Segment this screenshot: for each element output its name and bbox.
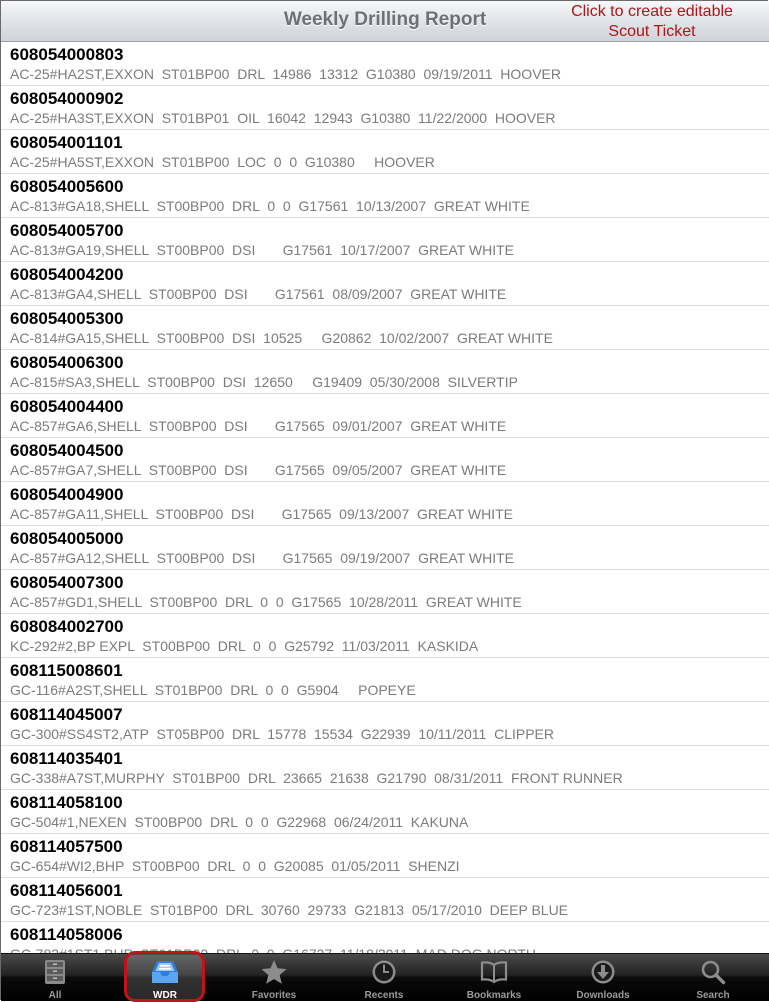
well-api-number: 608054001101 (10, 133, 123, 152)
tab-wdr[interactable] (117, 954, 213, 1002)
well-api-number: 608054004400 (10, 397, 124, 416)
well-row[interactable] (1, 42, 769, 86)
well-row[interactable] (1, 218, 769, 262)
well-api-number: 608054005600 (10, 177, 124, 196)
tab-bar (1, 953, 769, 1001)
tab-label: Downloads (576, 990, 630, 1001)
tab-label: Search (696, 990, 730, 1001)
well-detail-text: GC-504#1,NEXEN ST00BP00 DRL 0 0 G22968 06/24/2011 KAKUNA (10, 814, 469, 830)
well-row[interactable] (1, 702, 769, 746)
well-api-number: 608054005700 (10, 221, 124, 240)
well-detail-text: GC-300#SS4ST2,ATP ST05BP00 DRL 15778 15534 G22939 10/11/2011 CLIPPER (10, 726, 555, 742)
well-row[interactable] (1, 614, 769, 658)
well-api-number: 608114058100 (10, 793, 123, 812)
well-row[interactable] (1, 438, 769, 482)
tab-label: All (48, 990, 62, 1001)
tab-all[interactable] (7, 954, 103, 1002)
well-detail-text: GC-723#1ST,NOBLE ST01BP00 DRL 30760 29733 G21813 05/17/2010 DEEP BLUE (10, 902, 569, 918)
magnifier-icon (665, 954, 761, 986)
download-arrow-icon (555, 954, 651, 986)
well-row[interactable] (1, 790, 769, 834)
well-row[interactable] (1, 306, 769, 350)
well-detail-text: AC-814#GA15,SHELL ST00BP00 DSI 10525 G20862 10/02/2007 GREAT WHITE (10, 330, 553, 346)
well-row[interactable] (1, 570, 769, 614)
well-row[interactable] (1, 350, 769, 394)
create-scout-ticket-hint[interactable] (557, 2, 747, 42)
tab-label: Recents (364, 990, 404, 1001)
tab-downloads[interactable] (555, 954, 651, 1002)
well-api-number: 608114045007 (10, 705, 123, 724)
well-api-number: 608054004200 (10, 265, 124, 284)
well-detail-text: GC-654#WI2,BHP ST00BP00 DRL 0 0 G20085 01/05/2011 SHENZI (10, 858, 460, 874)
annotation-line-2: Scout Ticket (608, 23, 696, 40)
well-api-number: 608054000803 (10, 45, 124, 64)
well-detail-text: GC-116#A2ST,SHELL ST01BP00 DRL 0 0 G5904 POPEYE (10, 682, 416, 698)
well-detail-text: AC-857#GD1,SHELL ST00BP00 DRL 0 0 G17565 10/28/2011 GREAT WHITE (10, 594, 522, 610)
well-detail-text: AC-813#GA4,SHELL ST00BP00 DSI G17561 08/09/2007 GREAT WHITE (10, 286, 507, 302)
well-row[interactable] (1, 130, 769, 174)
well-api-number: 608054006300 (10, 353, 124, 372)
well-detail-text: AC-813#GA18,SHELL ST00BP00 DRL 0 0 G17561 10/13/2007 GREAT WHITE (10, 198, 530, 214)
well-detail-text: AC-815#SA3,SHELL ST00BP00 DSI 12650 G19409 05/30/2008 SILVERTIP (10, 374, 518, 390)
well-row[interactable] (1, 658, 769, 702)
well-api-number: 608054005300 (10, 309, 124, 328)
well-detail-text: AC-857#GA6,SHELL ST00BP00 DSI G17565 09/01/2007 GREAT WHITE (10, 418, 507, 434)
well-api-number: 608054007300 (10, 573, 124, 592)
well-row[interactable] (1, 746, 769, 790)
well-api-number: 608054004500 (10, 441, 124, 460)
well-api-number: 608115008601 (10, 661, 123, 680)
well-detail-text: AC-857#GA12,SHELL ST00BP00 DSI G17565 09/19/2007 GREAT WHITE (10, 550, 514, 566)
well-api-number: 608114058006 (10, 925, 123, 944)
tab-label: Bookmarks (466, 990, 522, 1001)
well-api-number: 608084002700 (10, 617, 124, 636)
tab-bookmarks[interactable] (446, 954, 542, 1002)
well-detail-text: AC-25#HA3ST,EXXON ST01BP01 OIL 16042 12943 G10380 11/22/2000 HOOVER (10, 110, 556, 126)
tab-favorites[interactable] (226, 954, 322, 1002)
well-row[interactable] (1, 482, 769, 526)
well-row[interactable] (1, 394, 769, 438)
well-detail-text: GC-338#A7ST,MURPHY ST01BP00 DRL 23665 21638 G21790 08/31/2011 FRONT RUNNER (10, 770, 623, 786)
star-icon (226, 954, 322, 986)
well-api-number: 608054000902 (10, 89, 124, 108)
page-title: Weekly Drilling Report (283, 9, 487, 30)
well-list[interactable] (1, 42, 769, 953)
well-api-number: 608054004900 (10, 485, 124, 504)
navigation-bar (1, 1, 769, 42)
well-api-number: 608054005000 (10, 529, 124, 548)
book-icon (446, 954, 542, 986)
well-detail-text: AC-25#HA5ST,EXXON ST01BP00 LOC 0 0 G10380 HOOVER (10, 154, 435, 170)
well-detail-text: KC-292#2,BP EXPL ST00BP00 DRL 0 0 G25792 11/03/2011 KASKIDA (10, 638, 479, 654)
cabinet-icon (7, 954, 103, 986)
tab-label: Favorites (251, 990, 297, 1001)
well-detail-text: AC-25#HA2ST,EXXON ST01BP00 DRL 14986 13312 G10380 09/19/2011 HOOVER (10, 66, 561, 82)
well-api-number: 608114035401 (10, 749, 123, 768)
annotation-line-1: Click to create editable (571, 3, 733, 20)
well-row[interactable] (1, 86, 769, 130)
well-row[interactable] (1, 262, 769, 306)
tab-search[interactable] (665, 954, 761, 1002)
well-row[interactable] (1, 174, 769, 218)
inbox-tray-icon (117, 954, 213, 986)
well-detail-text: AC-857#GA7,SHELL ST00BP00 DSI G17565 09/05/2007 GREAT WHITE (10, 462, 507, 478)
tab-recents[interactable] (336, 954, 432, 1002)
well-row[interactable] (1, 526, 769, 570)
well-api-number: 608114056001 (10, 881, 123, 900)
tab-label: WDR (153, 990, 177, 1001)
well-detail-text: AC-813#GA19,SHELL ST00BP00 DSI G17561 10/17/2007 GREAT WHITE (10, 242, 514, 258)
well-api-number: 608114057500 (10, 837, 123, 856)
well-row[interactable] (1, 834, 769, 878)
well-detail-text: AC-857#GA11,SHELL ST00BP00 DSI G17565 09/13/2007 GREAT WHITE (10, 506, 513, 522)
clock-icon (336, 954, 432, 986)
well-row[interactable] (1, 878, 769, 922)
